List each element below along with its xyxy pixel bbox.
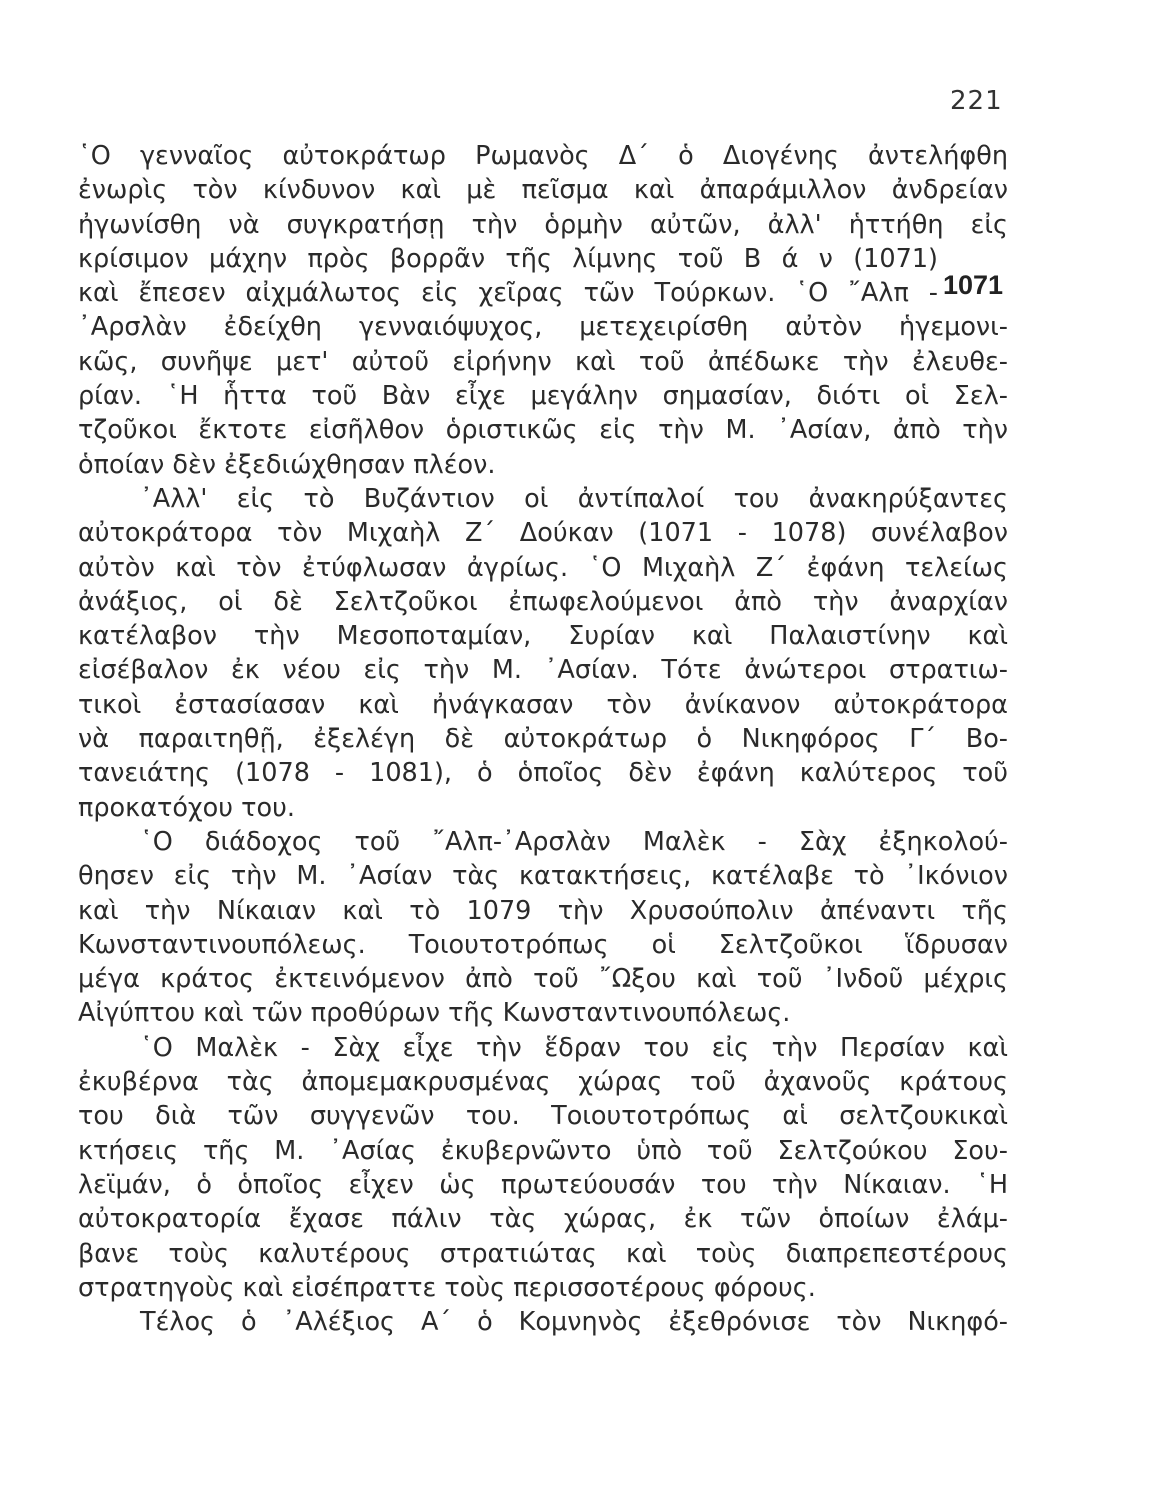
text-line: προκατόχου του. (78, 792, 295, 823)
text-line: ἀνάξιος, οἱ δὲ Σελτζοῦκοι ἐπωφελούμενοι ἀπὸ τὴν ἀναρχίαν (78, 586, 1008, 617)
text-line: κτήσεις τῆς Μ. ᾿Ασίας ἐκυβερνῶντο ὑπὸ τοῦ Σελτζούκου Σου- (78, 1135, 1008, 1166)
paragraph-start-line: Τέλος ὁ ᾿Αλέξιος Α΄ ὁ Κομνηνὸς ἐξεθρόνισε τὸν Νικηφό- (140, 1307, 1008, 1338)
text-line: τικοὶ ἐστασίασαν καὶ ἠνάγκασαν τὸν ἀνίκανον αὐτοκράτορα (78, 689, 1008, 720)
text-line: μέγα κράτος ἐκτεινόμενον ἀπὸ τοῦ ῎Ωξου καὶ τοῦ ᾿Ινδοῦ μέχρις (78, 964, 1008, 995)
text-line: ῾Ο γενναῖος αὐτοκράτωρ Ρωμανὸς Δ΄ ὁ Διογένης ἀντελήφθη (78, 141, 1008, 171)
text-line: ρίαν. ῾Η ἧττα τοῦ Βὰν εἶχε μεγάλην σημασίαν, διότι οἱ Σελ- (78, 381, 1008, 412)
text-line: θησεν εἰς τὴν Μ. ᾿Ασίαν τὰς κατακτήσεις, κατέλαβε τὸ ᾿Ικόνιον (78, 861, 1008, 892)
text-line: κρίσιμον μάχην πρὸς βορρᾶν τῆς λίμνης τοῦ Β ά ν (1071) (78, 243, 938, 274)
text-line: καὶ ἔπεσεν αἰχμάλωτος εἰς χεῖρας τῶν Τούρκων. ῾Ο ῎Αλπ - (78, 278, 938, 309)
text-line: αὐτοκρατορία ἔχασε πάλιν τὰς χώρας, ἐκ τῶν ὁποίων ἐλάμ- (78, 1204, 1008, 1235)
text-line: αὐτοκράτορα τὸν Μιχαὴλ Ζ΄ Δούκαν (1071 - 1078) συνέλαβον (78, 518, 1008, 549)
text-line: ἐνωρὶς τὸν κίνδυνον καὶ μὲ πεῖσμα καὶ ἀπαράμιλλον ἀνδρείαν (78, 175, 1008, 206)
body-text (78, 139, 1008, 1339)
text-line: ἐκυβέρνα τὰς ἀπομεμακρυσμένας χώρας τοῦ ἀχανοῦς κράτους (78, 1067, 1008, 1098)
page-number: 221 (950, 86, 1003, 116)
paragraph-start-line: ῾Ο Μαλὲκ - Σὰχ εἶχε τὴν ἕδραν του εἰς τὴν Περσίαν καὶ (140, 1032, 1008, 1063)
text-line: εἰσέβαλον ἐκ νέου εἰς τὴν Μ. ᾿Ασίαν. Τότε ἀνώτεροι στρατιω- (78, 655, 1008, 686)
text-line: βανε τοὺς καλυτέρους στρατιώτας καὶ τοὺς διαπρεπεστέρους (78, 1238, 1008, 1269)
margin-note-year: 1071 (943, 270, 1004, 300)
text-line: Αἰγύπτου καὶ τῶν προθύρων τῆς Κωνσταντινουπόλεως. (78, 998, 791, 1029)
text-line: λεϊμάν, ὁ ὁποῖος εἶχεν ὡς πρωτεύουσάν του τὴν Νίκαιαν. ῾Η (78, 1169, 1008, 1200)
text-line: ᾿Αρσλὰν ἐδείχθη γενναιόψυχος, μετεχειρίσθη αὐτὸν ἡγεμονι- (78, 312, 1008, 343)
paragraph-start-line: ᾿Αλλ' εἰς τὸ Βυζάντιον οἱ ἀντίπαλοί του ἀνακηρύξαντες (140, 483, 1008, 514)
text-line: τζοῦκοι ἔκτοτε εἰσῆλθον ὁριστικῶς εἰς τὴν Μ. ᾿Ασίαν, ἀπὸ τὴν (78, 415, 1008, 446)
text-line: νὰ παραιτηθῇ, ἐξελέγη δὲ αὐτοκράτωρ ὁ Νικηφόρος Γ΄ Βο- (78, 724, 1008, 755)
text-line: τανειάτης (1078 - 1081), ὁ ὁποῖος δὲν ἐφάνη καλύτερος τοῦ (78, 758, 1008, 789)
text-line: αὐτὸν καὶ τὸν ἐτύφλωσαν ἀγρίως. ῾Ο Μιχαὴλ Ζ΄ ἐφάνη τελείως (78, 552, 1008, 583)
text-line: Κωνσταντινουπόλεως. Τοιουτοτρόπως οἱ Σελτζοῦκοι ἵδρυσαν (78, 929, 1008, 960)
paragraph-start-line: ῾Ο διάδοχος τοῦ ῎Αλπ-᾿Αρσλὰν Μαλὲκ - Σὰχ ἐξηκολού- (140, 826, 1008, 857)
text-line: κατέλαβον τὴν Μεσοποταμίαν, Συρίαν καὶ Παλαιστίνην καὶ (78, 621, 1008, 652)
text-line: κῶς, συνῆψε μετ' αὐτοῦ εἰρήνην καὶ τοῦ ἀπέδωκε τὴν ἐλευθε- (78, 346, 1008, 377)
text-line: καὶ τὴν Νίκαιαν καὶ τὸ 1079 τὴν Χρυσούπολιν ἀπέναντι τῆς (78, 895, 1008, 926)
text-line: στρατηγοὺς καὶ εἰσέπραττε τοὺς περισσοτέρους φόρους. (78, 1272, 816, 1303)
text-line: ὁποίαν δὲν ἐξεδιώχθησαν πλέον. (78, 449, 496, 480)
text-line: του διὰ τῶν συγγενῶν του. Τοιουτοτρόπως αἱ σελτζουκικαὶ (78, 1101, 1008, 1132)
text-line: ἠγωνίσθη νὰ συγκρατήσῃ τὴν ὁρμὴν αὐτῶν, ἀλλ' ἡττήθη εἰς (78, 209, 1008, 240)
